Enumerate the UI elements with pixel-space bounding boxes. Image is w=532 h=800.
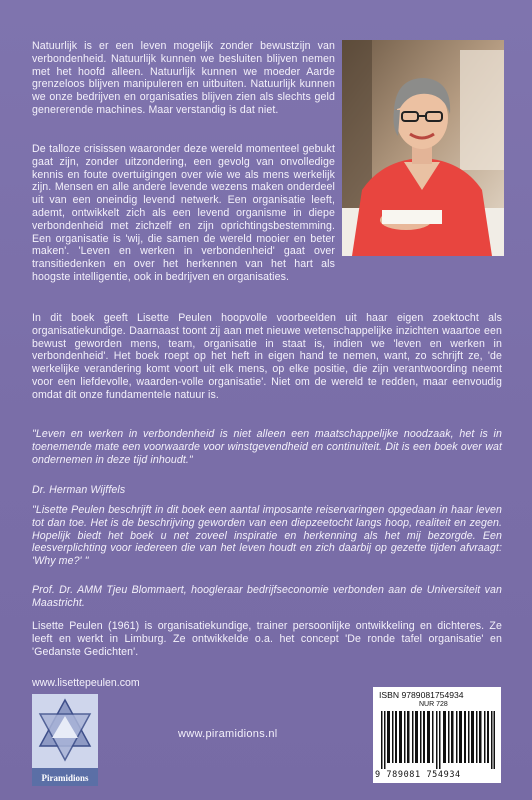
book-description-paragraph: In dit boek geeft Lisette Peulen hoopvolle voorbeelden uit haar eigen zoektocht als organisatiekundige. Daarnaast toont zij aan met nieuwe wetenschappelijke inzichten waartoe een bewust geworden mens, team, organisatie in staat is, indien we 'leven en werken in verbondenheid'. Het boek roept op het heft in eigen hand te nemen, want, zo schrijft ze, 'de werkelijke verandering komt voort uit elk mens, op elke positie, die zijn verantwoording neemt voor een liefdevolle, waarden-volle organisatie'. Niet om de wereld te redden, maar eenvoudig omdat dit onze fundamentele natuur is. [32, 312, 502, 401]
author-url[interactable]: www.lisettepeulen.com [32, 677, 140, 689]
publisher-logo-text: Piramidions [41, 773, 89, 783]
author-bio: Lisette Peulen (1961) is organisatiekundige, trainer persoonlijke ontwikkeling en dichteres. Ze leeft en werkt in Limburg. Ze ontwikkelde o.a. het concept 'De ronde tafel organisatie' en 'Gedanste Gedichten'. [32, 620, 502, 658]
publisher-logo [32, 694, 98, 786]
isbn-label: ISBN 9789081754934 [379, 690, 464, 700]
quote-blommaert-author: Prof. Dr. AMM Tjeu Blommaert, hoogleraar bedrijfseconomie verbonden aan de Universiteit van Maastricht. [32, 584, 502, 609]
barcode-bars [381, 711, 495, 769]
quote-wijffels: "Leven en werken in verbondenheid is niet alleen een maatschappelijke noodzaak, het is in toenemende mate een voorwaarde voor winstgevendheid en continuïteit. Dit is een boek over wat ondernemen in deze tijd inhoudt." [32, 428, 502, 466]
intro-paragraph: Natuurlijk is er een leven mogelijk zonder bewustzijn van verbondenheid. Natuurlijk kunnen we besluiten blijven nemen met het hoofd alleen. Natuurlijk kunnen we moeder Aarde grenzeloos blijven manipuleren en uitbuiten. Natuurlijk kunnen we onze bedrijven en organisaties blijven zien als slechts geld genererende machines. Maar verstandig is dat niet. [32, 40, 335, 116]
piramidions-star-icon [32, 694, 98, 786]
author-photo [342, 40, 504, 256]
barcode-digits: 9 789081 754934 [375, 770, 461, 780]
publisher-site[interactable]: www.piramidions.nl [178, 728, 278, 740]
quote-blommaert: "Lisette Peulen beschrijft in dit boek een aantal imposante reiservaringen opgedaan in haar leven tot dan toe. Het is de beschrijving geworden van een diepzeetocht langs hoop, realiteit en zegen. Hopelijk biedt het boek u net zoveel inspiratie en herkenning als het mij bezorgde. Een leesverplichting voor iedereen die van het leven houdt en zich daarbij op gezette tijden afvraagt: 'Why me?' " [32, 504, 502, 568]
isbn-barcode [373, 687, 501, 783]
quote-wijffels-author: Dr. Herman Wijffels [32, 484, 126, 496]
crisis-paragraph: De talloze crisissen waaronder deze wereld momenteel gebukt gaat zijn, zonder uitzondering, een gevolg van onvolledige kennis en foute overtuigingen over wie we als mens werkelijk zijn. Mensen en alle andere levende wezens maken onderdeel uit van een oneindig levend netwerk. Een organisatie leeft, ademt, ontwikkelt zich als een levend organisme in diepe verbondenheid met zichzelf en zijn oprichtingsbestemming. Een organisatie is 'wij, die samen de wereld mooier en beter maken'. 'Leven en werken in verbondenheid' gaat over transitiedenken en over het herkennen van het hart als hoogste intelligentie, ook in bedrijven en organisaties. [32, 143, 335, 283]
author-photo-illustration [342, 40, 504, 256]
nur-label: NUR 728 [419, 701, 448, 708]
